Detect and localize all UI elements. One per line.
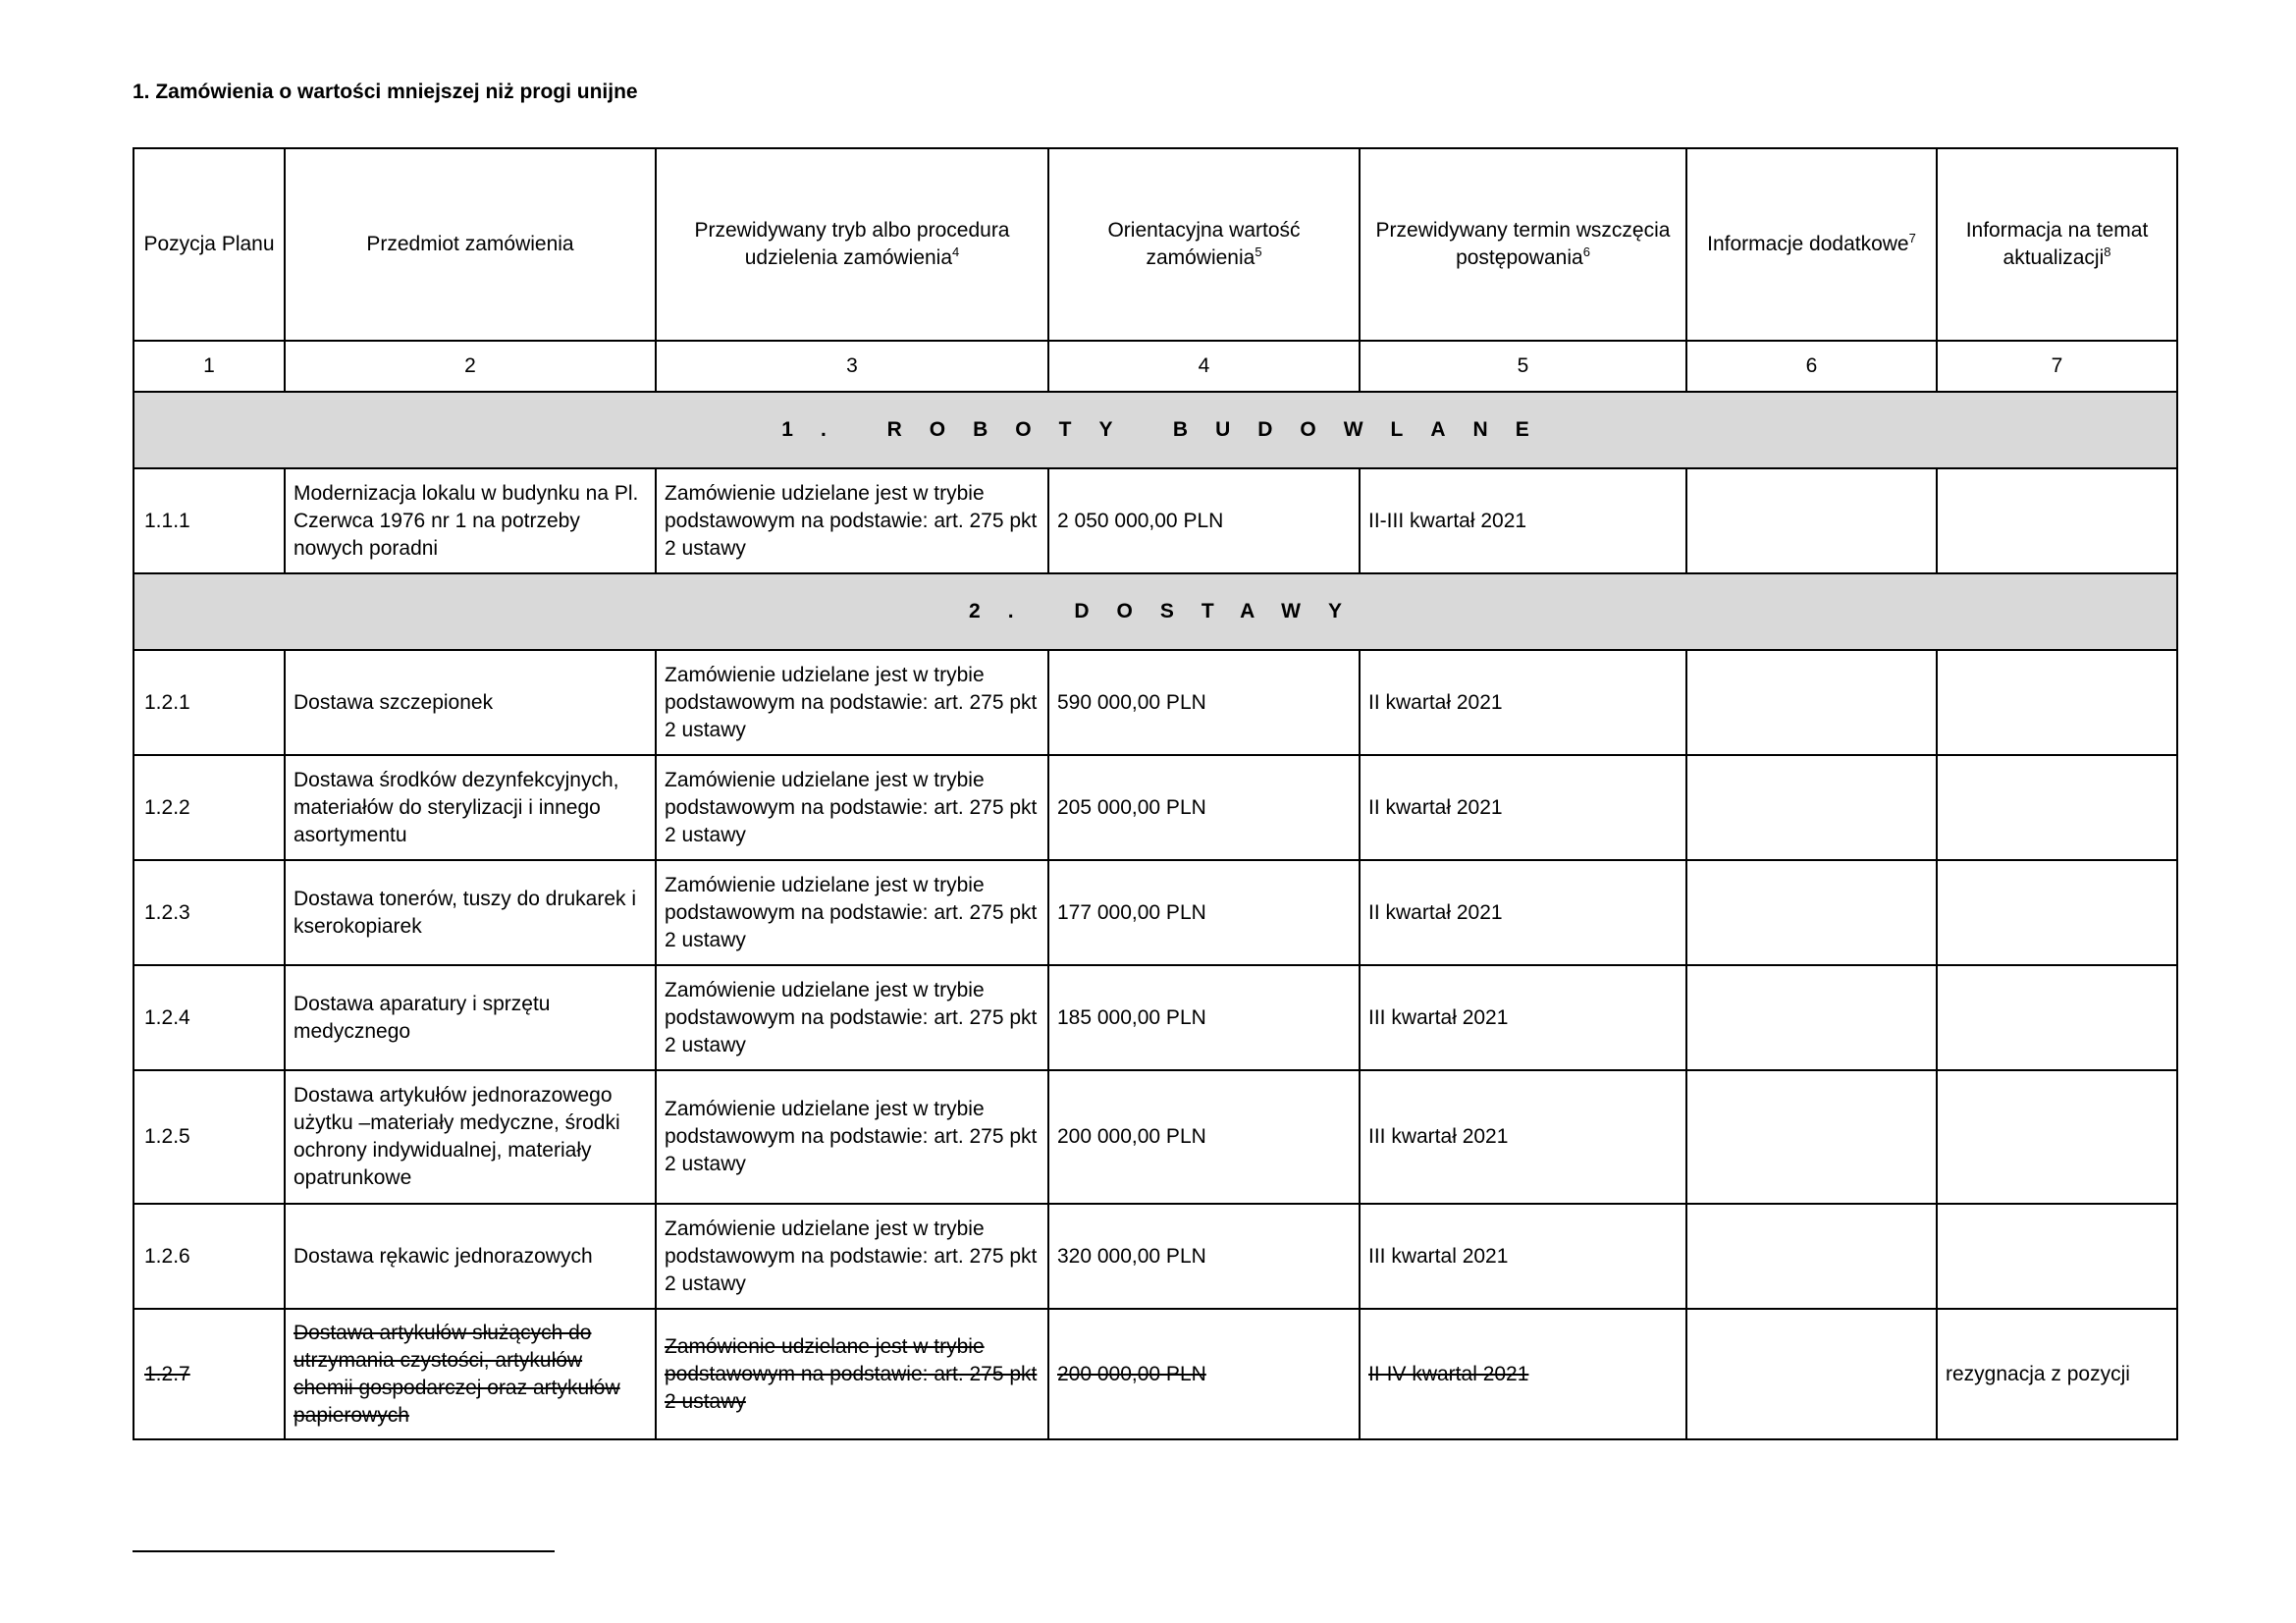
section-row-works bbox=[133, 392, 2177, 468]
cell-subject: Dostawa szczepionek bbox=[285, 650, 656, 755]
header-row bbox=[133, 148, 2177, 341]
header-cell-value: Orientacyjna wartość zamówienia$^5$ bbox=[1048, 148, 1360, 341]
cell-update bbox=[1937, 965, 2177, 1070]
cell-subject: Dostawa aparatury i sprzętu medycznego bbox=[285, 965, 656, 1070]
cell-term: II kwartał 2021 bbox=[1360, 755, 1686, 860]
column-number: 5 bbox=[1360, 341, 1686, 392]
cell-additional bbox=[1686, 965, 1937, 1070]
cell-additional bbox=[1686, 1204, 1937, 1309]
cell-procedure: Zamówienie udzielane jest w trybie podstawowym na podstawie: art. 275 pkt 2 ustawy bbox=[656, 650, 1048, 755]
cell-position: 1.1.1 bbox=[133, 468, 285, 573]
header-cell-update: Informacja na temat aktualizacji$^8$ bbox=[1937, 148, 2177, 341]
header-cell-term: Przewidywany termin wszczęcia postępowania$^6$ bbox=[1360, 148, 1686, 341]
cell-value: 185 000,00 PLN bbox=[1048, 965, 1360, 1070]
cell-procedure: Zamówienie udzielane jest w trybie podstawowym na podstawie: art. 275 pkt 2 ustawy bbox=[656, 1204, 1048, 1309]
cell-update bbox=[1937, 468, 2177, 573]
cell-additional bbox=[1686, 468, 1937, 573]
footnote-separator bbox=[133, 1550, 555, 1552]
cell-value: 2 050 000,00 PLN bbox=[1048, 468, 1360, 573]
footnote-ref: 6 bbox=[1582, 244, 1590, 259]
cell-position: 1.2.7 bbox=[133, 1309, 285, 1439]
cell-value: 590 000,00 PLN bbox=[1048, 650, 1360, 755]
section-title: 2. DOSTAWY bbox=[133, 573, 2177, 650]
table-row-cancelled bbox=[133, 1309, 2177, 1439]
cell-subject: Dostawa tonerów, tuszy do drukarek i kserokopiarek bbox=[285, 860, 656, 965]
column-number-row bbox=[133, 341, 2177, 392]
cell-term: II kwartał 2021 bbox=[1360, 860, 1686, 965]
cell-procedure: Zamówienie udzielane jest w trybie podstawowym na podstawie: art. 275 pkt 2 ustawy bbox=[656, 860, 1048, 965]
column-number: 7 bbox=[1937, 341, 2177, 392]
column-number: 3 bbox=[656, 341, 1048, 392]
cell-value: 205 000,00 PLN bbox=[1048, 755, 1360, 860]
cell-term: II-III kwartał 2021 bbox=[1360, 468, 1686, 573]
column-number: 4 bbox=[1048, 341, 1360, 392]
cell-position: 1.2.4 bbox=[133, 965, 285, 1070]
cell-additional bbox=[1686, 650, 1937, 755]
cell-procedure: Zamówienie udzielane jest w trybie podstawowym na podstawie: art. 275 pkt 2 ustawy bbox=[656, 1070, 1048, 1204]
cell-additional bbox=[1686, 860, 1937, 965]
section-title: 1. ROBOTY BUDOWLANE bbox=[133, 392, 2177, 468]
table-row bbox=[133, 468, 2177, 573]
cell-term: III kwartał 2021 bbox=[1360, 965, 1686, 1070]
section-row-supplies bbox=[133, 573, 2177, 650]
cell-term: III kwartal 2021 bbox=[1360, 1204, 1686, 1309]
footnote-ref: 5 bbox=[1255, 244, 1262, 259]
footnote-ref: 8 bbox=[2104, 244, 2111, 259]
section-heading: 1. Zamówienia o wartości mniejszej niż progi unijne bbox=[133, 81, 638, 103]
cell-procedure: Zamówienie udzielane jest w trybie podstawowym na podstawie: art. 275 pkt 2 ustawy bbox=[656, 965, 1048, 1070]
cell-term: II-IV kwartal 2021 bbox=[1360, 1309, 1686, 1439]
cell-procedure: Zamówienie udzielane jest w trybie podstawowym na podstawie: art. 275 pkt 2 ustawy bbox=[656, 755, 1048, 860]
column-number: 1 bbox=[133, 341, 285, 392]
cell-position: 1.2.1 bbox=[133, 650, 285, 755]
cell-update bbox=[1937, 650, 2177, 755]
cell-position: 1.2.2 bbox=[133, 755, 285, 860]
header-cell-procedure: Przewidywany tryb albo procedura udzielenia zamówienia$^4$ bbox=[656, 148, 1048, 341]
table-row bbox=[133, 650, 2177, 755]
cell-update: rezygnacja z pozycji bbox=[1937, 1309, 2177, 1439]
table-row bbox=[133, 1204, 2177, 1309]
cell-procedure: Zamówienie udzielane jest w trybie podstawowym na podstawie: art. 275 pkt 2 ustawy bbox=[656, 468, 1048, 573]
cell-value: 200 000,00 PLN bbox=[1048, 1070, 1360, 1204]
cell-term: III kwartał 2021 bbox=[1360, 1070, 1686, 1204]
cell-update bbox=[1937, 1204, 2177, 1309]
cell-update bbox=[1937, 755, 2177, 860]
cell-position: 1.2.3 bbox=[133, 860, 285, 965]
cell-position: 1.2.5 bbox=[133, 1070, 285, 1204]
cell-value: 200 000,00 PLN bbox=[1048, 1309, 1360, 1439]
header-cell-subject: Przedmiot zamówienia bbox=[285, 148, 656, 341]
cell-value: 177 000,00 PLN bbox=[1048, 860, 1360, 965]
cell-subject: Dostawa artykułów służących do utrzymania czystości, artykułów chemii gospodarczej oraz artykułów papierowych bbox=[285, 1309, 656, 1439]
cell-procedure: Zamówienie udzielane jest w trybie podstawowym na podstawie: art. 275 pkt 2 ustawy bbox=[656, 1309, 1048, 1439]
column-number: 6 bbox=[1686, 341, 1937, 392]
header-cell-position: Pozycja Planu bbox=[133, 148, 285, 341]
cell-additional bbox=[1686, 1070, 1937, 1204]
cell-position: 1.2.6 bbox=[133, 1204, 285, 1309]
cell-additional bbox=[1686, 755, 1937, 860]
table-row bbox=[133, 755, 2177, 860]
header-cell-additional: Informacje dodatkowe$^7$ bbox=[1686, 148, 1937, 341]
cell-subject: Dostawa środków dezynfekcyjnych, materiałów do sterylizacji i innego asortymentu bbox=[285, 755, 656, 860]
cell-subject: Dostawa artykułów jednorazowego użytku –materiały medyczne, środki ochrony indywidualnej, materiały opatrunkowe bbox=[285, 1070, 656, 1204]
footnote-ref: 4 bbox=[952, 244, 960, 259]
footnote-ref: 7 bbox=[1908, 231, 1916, 245]
cell-update bbox=[1937, 1070, 2177, 1204]
cell-subject: Modernizacja lokalu w budynku na Pl. Czerwca 1976 nr 1 na potrzeby nowych poradni bbox=[285, 468, 656, 573]
cell-term: II kwartał 2021 bbox=[1360, 650, 1686, 755]
procurement-plan-table bbox=[133, 147, 2178, 1440]
cell-additional bbox=[1686, 1309, 1937, 1439]
table-row bbox=[133, 860, 2177, 965]
table-row bbox=[133, 965, 2177, 1070]
cell-subject: Dostawa rękawic jednorazowych bbox=[285, 1204, 656, 1309]
table-row bbox=[133, 1070, 2177, 1204]
cell-value: 320 000,00 PLN bbox=[1048, 1204, 1360, 1309]
cell-update bbox=[1937, 860, 2177, 965]
column-number: 2 bbox=[285, 341, 656, 392]
